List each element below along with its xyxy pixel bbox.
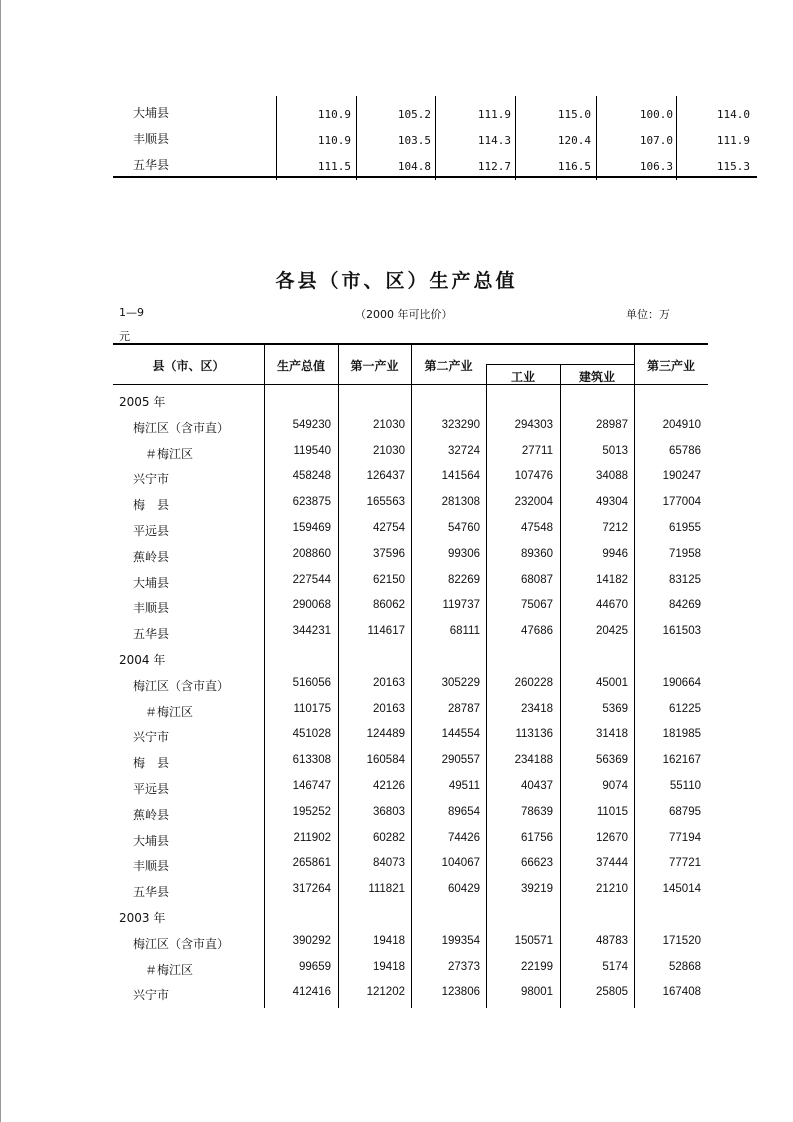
county-label: 兴宁市 [133, 730, 170, 745]
table-row [113, 98, 757, 124]
table-cell: 105.2 [397, 108, 431, 121]
table-row [113, 697, 708, 723]
table-cell: 99659 [299, 960, 331, 973]
table-cell: 52868 [669, 960, 701, 973]
table-number: 1—9 [119, 306, 144, 319]
price-basis: （2000 年可比价） [355, 308, 453, 321]
table-cell: 115.0 [557, 108, 591, 121]
table-cell: 12670 [596, 831, 628, 844]
table-cell: 78639 [521, 805, 553, 818]
table-row [113, 619, 708, 645]
table-cell: 47686 [521, 625, 553, 638]
table-cell: 112.7 [477, 160, 511, 173]
table-cell: 83125 [669, 573, 701, 586]
table-cell: 48783 [596, 934, 628, 947]
table-row [113, 413, 708, 439]
table-cell: 61225 [669, 702, 701, 715]
table-cell: 167408 [662, 986, 701, 999]
table-cell: 234188 [514, 754, 553, 767]
header-primary: 第一产业 [350, 359, 399, 373]
table-cell: 114.0 [716, 108, 750, 121]
table-cell: 232004 [514, 496, 553, 509]
table-cell: 99306 [448, 547, 480, 560]
table-row [113, 671, 708, 697]
table-cell: 28787 [448, 702, 480, 715]
table-cell: 74426 [448, 831, 480, 844]
table-cell: 160584 [366, 754, 405, 767]
table-cell: 84073 [373, 857, 405, 870]
table-cell: 9074 [602, 780, 628, 792]
table-cell: 77721 [669, 857, 701, 870]
table-cell: 75067 [521, 599, 553, 612]
table-row [113, 851, 708, 877]
table-cell: 199354 [441, 934, 480, 947]
table-cell: 84269 [669, 599, 701, 612]
county-label: 梅 县 [133, 498, 170, 513]
table-cell: 37596 [373, 547, 405, 560]
header-county: 县（市、区） [152, 359, 225, 373]
table-row [113, 877, 708, 903]
table-cell: 119737 [442, 599, 480, 612]
table-cell: 86062 [373, 599, 405, 612]
table-cell: 114.3 [477, 134, 511, 147]
table-cell: 37444 [596, 857, 628, 870]
table-cell: 19418 [373, 934, 405, 947]
table-cell: 162167 [662, 754, 701, 767]
table-cell: 49304 [596, 496, 628, 509]
continuation-table [113, 96, 757, 180]
table-cell: 68087 [521, 573, 553, 586]
table-cell: 21030 [373, 418, 405, 431]
table-cell: 82269 [448, 573, 480, 586]
table-cell: 115.3 [716, 160, 750, 173]
table-cell: 27711 [521, 444, 553, 457]
table-cell: 549230 [292, 418, 331, 431]
county-label: 兴宁市 [133, 988, 170, 1003]
table-cell: 146747 [292, 780, 331, 792]
table-cell: 45001 [596, 676, 628, 689]
year-label: 2004 年 [119, 653, 166, 667]
table-cell: 150571 [514, 934, 553, 947]
table-cell: 107.0 [639, 134, 673, 147]
county-label: 兴宁市 [133, 472, 170, 487]
row-label: 大埔县 [133, 106, 170, 120]
table-cell: 27373 [448, 960, 480, 973]
table-cell: 104067 [441, 857, 480, 870]
table-cell: 412416 [292, 986, 331, 999]
table-row [113, 955, 708, 981]
table-row [113, 593, 708, 619]
table-row [113, 800, 708, 826]
table-cell: 204910 [662, 418, 701, 431]
header-tertiary: 第三产业 [646, 359, 695, 373]
county-label: ＃梅江区 [145, 704, 194, 719]
table-cell: 323290 [441, 418, 480, 431]
county-label: 大埔县 [133, 833, 170, 848]
table-row [113, 980, 708, 1006]
table-cell: 114617 [367, 625, 405, 638]
county-label: 梅江区（含市直） [133, 936, 230, 951]
table-cell: 19418 [373, 960, 405, 973]
table-cell: 62150 [373, 573, 405, 586]
table-row [113, 774, 708, 800]
table-row [113, 645, 708, 671]
year-label: 2003 年 [119, 911, 166, 925]
county-label: 五华县 [133, 627, 170, 642]
table-cell: 177004 [662, 496, 701, 509]
table-row [113, 542, 708, 568]
header-secondary: 第二产业 [424, 359, 473, 373]
table-cell: 190247 [662, 470, 701, 483]
table-row [113, 124, 757, 150]
table-cell: 294303 [514, 418, 553, 431]
table-row [113, 748, 708, 774]
table-cell: 89360 [521, 547, 553, 560]
table-cell: 61756 [521, 831, 553, 844]
table-cell: 111.9 [477, 108, 511, 121]
table-cell: 390292 [292, 934, 331, 947]
table-cell: 120.4 [557, 134, 591, 147]
county-label: 平远县 [133, 782, 170, 796]
table-cell: 60429 [448, 883, 480, 896]
table-cell: 21210 [596, 883, 628, 896]
table-cell: 451028 [292, 728, 331, 741]
row-label: 丰顺县 [133, 132, 170, 146]
table-cell: 61955 [669, 522, 701, 534]
table-cell: 20425 [596, 625, 628, 638]
row-label: 五华县 [133, 158, 170, 172]
gdp-table [113, 343, 708, 1008]
table-bottom-rule [113, 176, 757, 178]
county-label: 五华县 [133, 885, 170, 900]
table-cell: 111821 [368, 883, 405, 896]
table-cell: 103.5 [397, 134, 431, 147]
table-cell: 42754 [373, 522, 405, 534]
table-cell: 32724 [448, 444, 480, 457]
table-row [113, 516, 708, 542]
table-cell: 100.0 [639, 108, 673, 121]
table-cell: 111.9 [716, 134, 750, 147]
county-label: 梅 县 [133, 756, 170, 771]
table-cell: 44670 [596, 599, 628, 612]
table-cell: 5174 [602, 960, 628, 973]
table-cell: 22199 [521, 960, 553, 973]
table-cell: 42126 [373, 780, 405, 792]
unit-continuation: 元 [119, 330, 130, 343]
county-label: 蕉岭县 [133, 549, 170, 564]
table-row [113, 722, 708, 748]
table-cell: 121202 [366, 986, 405, 999]
table-cell: 7212 [602, 522, 628, 534]
table-cell: 68795 [669, 805, 701, 818]
table-cell: 110175 [293, 702, 331, 715]
table-cell: 145014 [662, 883, 701, 896]
table-cell: 21030 [373, 444, 405, 457]
county-label: 丰顺县 [133, 859, 170, 874]
table-cell: 36803 [373, 805, 405, 818]
table-cell: 65786 [669, 444, 701, 457]
table-cell: 5013 [602, 444, 628, 457]
table-cell: 56369 [596, 754, 628, 767]
county-label: 丰顺县 [133, 601, 170, 616]
table-cell: 49511 [448, 780, 480, 792]
table-cell: 516056 [292, 676, 331, 689]
table-row [113, 387, 708, 413]
header-construction: 建筑业 [578, 370, 615, 384]
table-cell: 89654 [448, 805, 480, 818]
table-row [113, 929, 708, 955]
table-cell: 9946 [602, 547, 628, 560]
table-cell: 28987 [596, 418, 628, 431]
table-cell: 66623 [521, 857, 553, 870]
table-cell: 211902 [293, 831, 331, 844]
table-cell: 116.5 [557, 160, 591, 173]
table-cell: 195252 [292, 805, 331, 818]
table-cell: 34088 [596, 470, 628, 483]
table-cell: 106.3 [639, 160, 673, 173]
table-row [113, 150, 757, 176]
table-cell: 119540 [293, 444, 331, 457]
table-cell: 31418 [596, 728, 628, 741]
table-cell: 54760 [448, 522, 480, 534]
table-cell: 124489 [366, 728, 405, 741]
year-label: 2005 年 [119, 395, 166, 409]
table-cell: 290557 [441, 754, 480, 767]
table-cell: 25805 [596, 986, 628, 999]
table-row [113, 464, 708, 490]
table-cell: 161503 [662, 625, 701, 638]
table-row [113, 439, 708, 465]
table-cell: 305229 [441, 676, 480, 689]
table-cell: 60282 [373, 831, 405, 844]
table-cell: 77194 [669, 831, 701, 844]
table-cell: 265861 [292, 857, 331, 870]
header-industry: 工业 [510, 370, 535, 384]
county-label: 平远县 [133, 524, 170, 538]
table-cell: 14182 [596, 573, 628, 586]
county-label: 梅江区（含市直） [133, 678, 230, 693]
table-row [113, 903, 708, 929]
table-cell: 141564 [441, 470, 480, 483]
county-label: 大埔县 [133, 575, 170, 590]
table-cell: 317264 [292, 883, 331, 896]
table-cell: 20163 [373, 702, 405, 715]
table-cell: 260228 [514, 676, 553, 689]
county-label: 蕉岭县 [133, 807, 170, 822]
table-cell: 181985 [662, 728, 701, 741]
table-row [113, 568, 708, 594]
table-cell: 165563 [366, 496, 405, 509]
table-cell: 104.8 [397, 160, 431, 173]
table-cell: 110.9 [317, 134, 351, 147]
table-cell: 111.5 [317, 160, 351, 173]
table-cell: 47548 [521, 522, 553, 534]
table-cell: 159469 [292, 522, 331, 534]
table-cell: 98001 [521, 986, 553, 999]
table-cell: 55110 [669, 780, 701, 792]
table-cell: 126437 [366, 470, 405, 483]
table-cell: 171520 [662, 934, 701, 947]
table-cell: 281308 [441, 496, 480, 509]
table-cell: 68111 [449, 625, 480, 638]
table-cell: 344231 [292, 625, 331, 638]
table-cell: 110.9 [317, 108, 351, 121]
page-edge [0, 0, 1, 1122]
table-cell: 71958 [669, 547, 701, 560]
county-label: 梅江区（含市直） [133, 420, 230, 435]
table-cell: 11015 [596, 805, 628, 818]
table-cell: 39219 [521, 883, 553, 896]
table-row [113, 826, 708, 852]
table-cell: 40437 [521, 780, 553, 792]
county-label: ＃梅江区 [145, 446, 194, 461]
unit-label: 单位：万 [626, 308, 670, 321]
county-label: ＃梅江区 [145, 962, 194, 977]
page-title: 各县（市、区）生产总值 [275, 270, 518, 292]
table-cell: 107476 [514, 470, 553, 483]
table-cell: 613308 [292, 754, 331, 767]
table-cell: 5369 [602, 702, 628, 715]
table-cell: 623875 [292, 496, 331, 509]
table-cell: 20163 [373, 676, 405, 689]
table-cell: 23418 [521, 702, 553, 715]
header-gdp: 生产总值 [276, 359, 325, 373]
table-cell: 208860 [292, 547, 331, 560]
table-cell: 144554 [441, 728, 480, 741]
table-cell: 113136 [515, 728, 553, 741]
table-row [113, 490, 708, 516]
table-cell: 458248 [292, 470, 331, 483]
table-cell: 123806 [441, 986, 480, 999]
table-cell: 227544 [292, 573, 331, 586]
table-cell: 190664 [662, 676, 701, 689]
table-cell: 290068 [292, 599, 331, 612]
